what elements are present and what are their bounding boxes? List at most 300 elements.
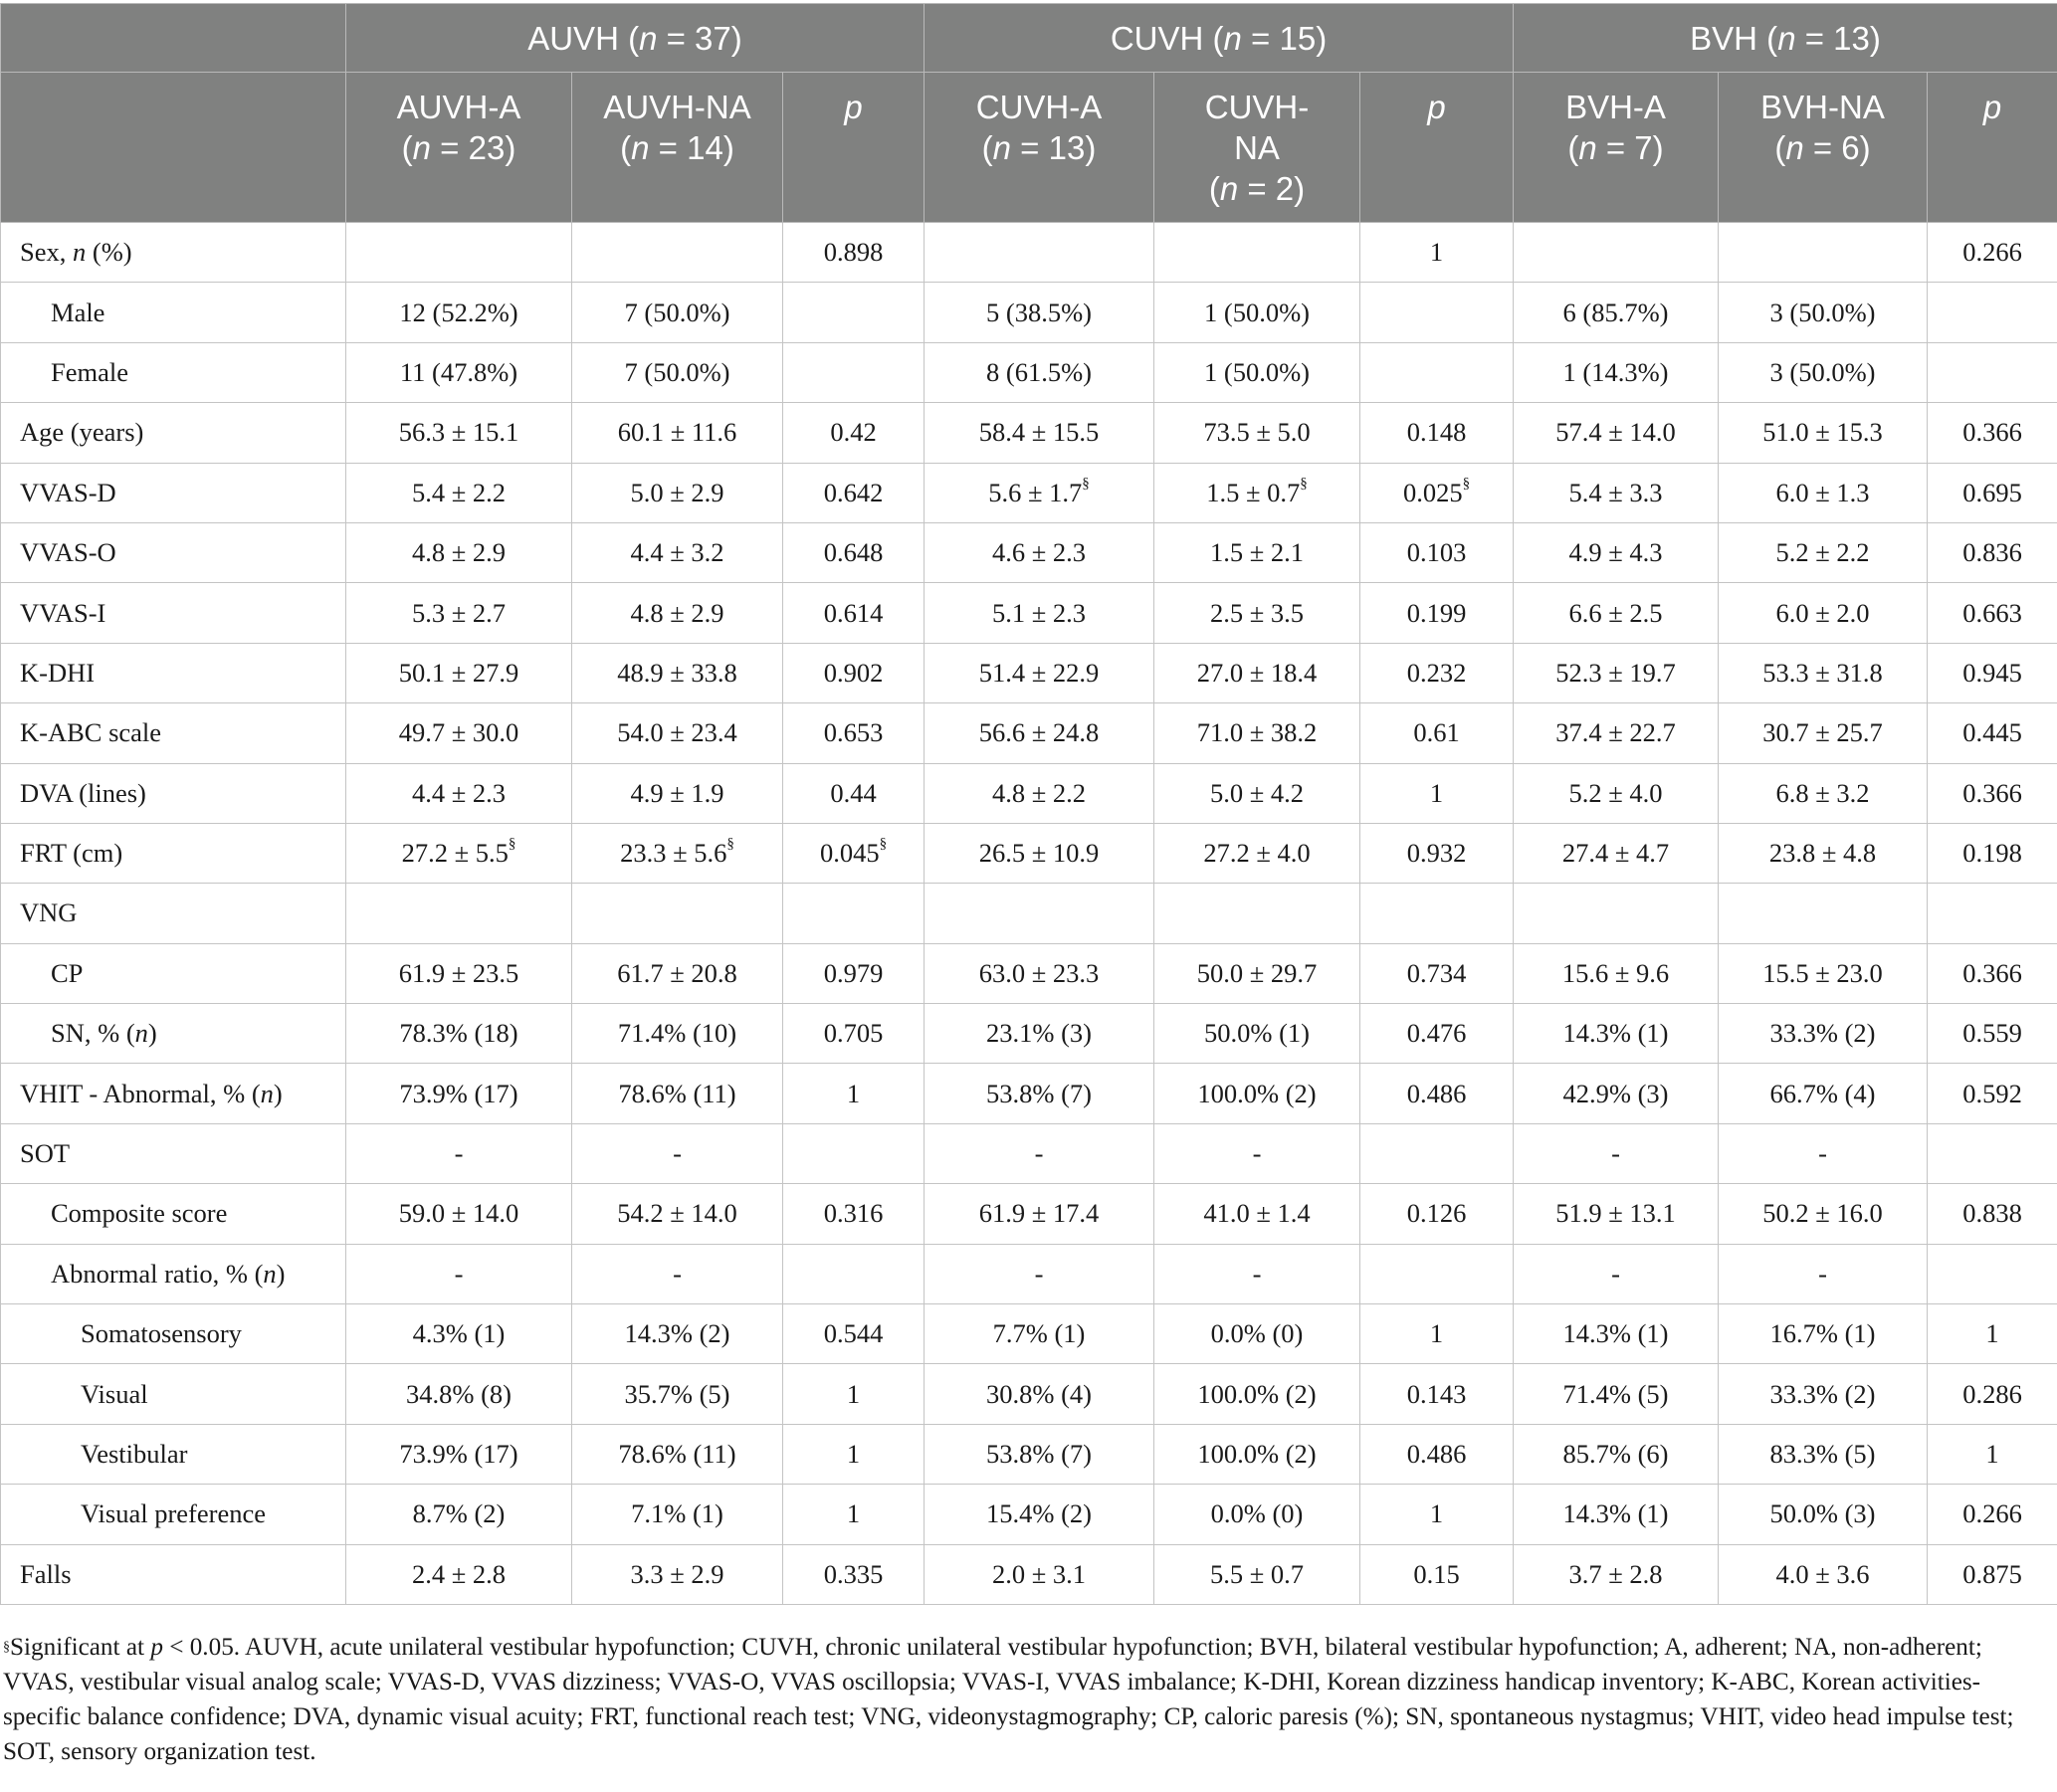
cell-value: 57.4 ± 14.0 bbox=[1555, 417, 1676, 448]
row-label-text: Somatosensory bbox=[81, 1318, 242, 1349]
table-cell bbox=[346, 1304, 572, 1364]
cell-value: 4.9 ± 4.3 bbox=[1568, 537, 1663, 568]
cell-value: 0.103 bbox=[1406, 537, 1467, 568]
table-row bbox=[1, 583, 2057, 643]
row-label bbox=[1, 884, 346, 943]
cell-value: 26.5 ± 10.9 bbox=[978, 838, 1100, 869]
cell-value: 51.0 ± 15.3 bbox=[1762, 417, 1883, 448]
row-label bbox=[1, 1304, 346, 1364]
table-cell bbox=[1514, 1364, 1719, 1424]
table-cell bbox=[346, 583, 572, 643]
cell-value: 50.0% (3) bbox=[1769, 1498, 1876, 1529]
table-cell bbox=[1514, 1544, 1719, 1604]
table-cell bbox=[1719, 884, 1928, 943]
row-label-text: FRT (cm) bbox=[20, 838, 123, 869]
cell-value: 5.4 ± 3.3 bbox=[1568, 477, 1663, 507]
table-cell bbox=[1514, 763, 1719, 823]
subgroup-header: AUVH-A (n = 23) bbox=[346, 73, 572, 223]
cell-value: 1 (50.0%) bbox=[1204, 297, 1310, 327]
table-cell bbox=[1719, 223, 1928, 283]
cell-value: - bbox=[454, 1258, 464, 1289]
table-cell bbox=[1719, 823, 1928, 883]
cell-value: 0.663 bbox=[1962, 597, 2022, 628]
row-label-tail: ) bbox=[276, 1258, 286, 1289]
table-cell bbox=[346, 1364, 572, 1424]
cell-value: 0.979 bbox=[823, 957, 884, 988]
cell-value: 66.7% (4) bbox=[1769, 1078, 1876, 1108]
table-cell bbox=[1928, 522, 2057, 582]
table-cell bbox=[1360, 463, 1514, 522]
cell-value: 50.0 ± 29.7 bbox=[1196, 957, 1318, 988]
table-cell bbox=[1514, 1004, 1719, 1064]
footnote-text-1: Significant at bbox=[10, 1634, 151, 1661]
table-cell bbox=[1514, 1184, 1719, 1244]
table-cell bbox=[572, 763, 783, 823]
significance-mark: § bbox=[1300, 475, 1308, 492]
table-cell bbox=[1360, 763, 1514, 823]
cell-value: - bbox=[1252, 1138, 1262, 1169]
cell-value: 78.3% (18) bbox=[399, 1018, 518, 1049]
cell-value: 6.0 ± 2.0 bbox=[1775, 597, 1870, 628]
cell-value: 63.0 ± 23.3 bbox=[978, 957, 1100, 988]
table-footnote bbox=[3, 1630, 2053, 1769]
n-symbol: n bbox=[1223, 19, 1242, 57]
table-cell bbox=[1928, 703, 2057, 763]
table-cell bbox=[572, 1123, 783, 1183]
cell-value: - bbox=[673, 1258, 682, 1289]
cell-value: 33.3% (2) bbox=[1769, 1018, 1876, 1049]
cell-value: 85.7% (6) bbox=[1562, 1439, 1669, 1469]
table-row bbox=[1, 703, 2057, 763]
table-cell bbox=[925, 1004, 1154, 1064]
row-label bbox=[1, 283, 346, 342]
table-cell bbox=[1514, 403, 1719, 463]
cell-value: 71.4% (5) bbox=[1562, 1378, 1669, 1409]
cell-value: 6.0 ± 1.3 bbox=[1775, 477, 1870, 507]
table-cell bbox=[783, 823, 925, 883]
table-cell bbox=[1514, 1123, 1719, 1183]
row-label bbox=[1, 1244, 346, 1303]
cell-value: - bbox=[1818, 1138, 1827, 1169]
table-cell bbox=[1719, 403, 1928, 463]
table-cell bbox=[346, 1123, 572, 1183]
subgroup-header: BVH-NA (n = 6) bbox=[1719, 73, 1928, 223]
table-cell bbox=[1514, 1244, 1719, 1303]
cell-value: 1 bbox=[1429, 1498, 1444, 1529]
table-cell bbox=[1154, 1184, 1360, 1244]
table-cell bbox=[1514, 522, 1719, 582]
row-label bbox=[1, 1004, 346, 1064]
cell-value: 42.9% (3) bbox=[1562, 1078, 1669, 1108]
row-label-text: SN, % ( bbox=[51, 1018, 135, 1049]
cell-value: 0.316 bbox=[823, 1198, 884, 1229]
cell-value: 1 bbox=[1429, 1318, 1444, 1349]
table-row bbox=[1, 763, 2057, 823]
table-cell bbox=[925, 703, 1154, 763]
table-cell bbox=[925, 342, 1154, 402]
table-row bbox=[1, 884, 2057, 943]
footnote-mark: § bbox=[3, 1640, 10, 1655]
cell-value: 61.7 ± 20.8 bbox=[617, 957, 737, 988]
row-label-text: VVAS-O bbox=[20, 537, 116, 568]
table-row bbox=[1, 522, 2057, 582]
table-cell bbox=[1719, 1304, 1928, 1364]
table-row bbox=[1, 403, 2057, 463]
table-cell bbox=[1719, 943, 1928, 1003]
table-cell bbox=[1719, 463, 1928, 522]
table-cell bbox=[1719, 1004, 1928, 1064]
table-cell bbox=[783, 1544, 925, 1604]
table-cell bbox=[925, 763, 1154, 823]
cell-value: 5.5 ± 0.7 bbox=[1209, 1558, 1305, 1589]
table-cell bbox=[572, 703, 783, 763]
cell-value: 3 (50.0%) bbox=[1769, 297, 1876, 327]
subgroup-header: CUVH-A (n = 13) bbox=[925, 73, 1154, 223]
n-symbol: n bbox=[631, 129, 650, 166]
row-label-text: VHIT - Abnormal, % ( bbox=[20, 1078, 261, 1108]
table-cell bbox=[925, 643, 1154, 702]
row-label bbox=[1, 463, 346, 522]
table-cell bbox=[572, 223, 783, 283]
table-cell bbox=[572, 522, 783, 582]
subgroup-name-cont: NA bbox=[1234, 129, 1280, 166]
cell-value: 2.4 ± 2.8 bbox=[411, 1558, 507, 1589]
cell-value: 33.3% (2) bbox=[1769, 1378, 1876, 1409]
cell-value: 0.366 bbox=[1962, 417, 2022, 448]
cell-value: 0.898 bbox=[823, 237, 884, 268]
cell-value: 0.126 bbox=[1406, 1198, 1467, 1229]
row-label bbox=[1, 703, 346, 763]
table-cell bbox=[1719, 283, 1928, 342]
table-row bbox=[1, 283, 2057, 342]
table-cell bbox=[1514, 1304, 1719, 1364]
cell-value: 49.7 ± 30.0 bbox=[398, 717, 519, 748]
table-cell bbox=[1154, 1244, 1360, 1303]
significance-mark: § bbox=[726, 836, 734, 853]
group-header-cuvh: CUVH (n = 15) bbox=[925, 4, 1514, 73]
cell-value: 53.8% (7) bbox=[986, 1439, 1092, 1469]
cell-value: 6.8 ± 3.2 bbox=[1775, 777, 1870, 808]
table-cell bbox=[346, 403, 572, 463]
cell-value: - bbox=[1034, 1138, 1044, 1169]
table-cell bbox=[1719, 583, 1928, 643]
row-label-tail: ) bbox=[147, 1018, 157, 1049]
cell-value: 5.1 ± 2.3 bbox=[991, 597, 1087, 628]
table-cell bbox=[783, 703, 925, 763]
cell-value: 7.7% (1) bbox=[992, 1318, 1086, 1349]
table-cell bbox=[572, 884, 783, 943]
cell-value: 0.42 bbox=[830, 417, 877, 448]
cell-value: 1 bbox=[846, 1439, 861, 1469]
table-cell bbox=[1928, 823, 2057, 883]
table-cell bbox=[783, 1004, 925, 1064]
footnote-p-symbol: p bbox=[150, 1634, 163, 1661]
table-cell bbox=[783, 1244, 925, 1303]
table-cell bbox=[1928, 1304, 2057, 1364]
table-cell bbox=[1360, 1304, 1514, 1364]
table-cell bbox=[1154, 703, 1360, 763]
table-cell bbox=[925, 283, 1154, 342]
cell-value: 15.6 ± 9.6 bbox=[1561, 957, 1670, 988]
table-cell bbox=[346, 1424, 572, 1484]
group-n: = 15 bbox=[1241, 19, 1317, 57]
row-label bbox=[1, 1184, 346, 1244]
table-cell bbox=[1154, 583, 1360, 643]
table-cell bbox=[1928, 763, 2057, 823]
table-cell bbox=[346, 823, 572, 883]
table-cell bbox=[1928, 463, 2057, 522]
table-cell bbox=[783, 943, 925, 1003]
table-cell bbox=[925, 884, 1154, 943]
table-cell bbox=[1514, 342, 1719, 402]
table-cell bbox=[783, 643, 925, 702]
cell-value: 71.0 ± 38.2 bbox=[1196, 717, 1318, 748]
cell-value: 56.3 ± 15.1 bbox=[398, 417, 519, 448]
row-label-text: Sex, bbox=[20, 237, 73, 268]
cell-value: 73.5 ± 5.0 bbox=[1203, 417, 1311, 448]
table-cell bbox=[572, 1004, 783, 1064]
cell-value: - bbox=[1611, 1258, 1620, 1289]
table-cell bbox=[1928, 1485, 2057, 1544]
table-cell bbox=[925, 1184, 1154, 1244]
table-row bbox=[1, 1424, 2057, 1484]
table-row bbox=[1, 1123, 2057, 1183]
table-cell bbox=[572, 283, 783, 342]
table-cell bbox=[925, 403, 1154, 463]
cell-value: - bbox=[1818, 1258, 1827, 1289]
cell-value: 23.8 ± 4.8 bbox=[1768, 838, 1877, 869]
cell-value: 4.4 ± 3.2 bbox=[630, 537, 724, 568]
row-label-text: Composite score bbox=[51, 1198, 228, 1229]
cell-value: 0.0% (0) bbox=[1210, 1498, 1304, 1529]
cell-value: 100.0% (2) bbox=[1197, 1378, 1317, 1409]
group-name: CUVH bbox=[1110, 19, 1204, 57]
table-cell bbox=[1719, 703, 1928, 763]
table-cell bbox=[346, 884, 572, 943]
cell-value: 4.8 ± 2.9 bbox=[630, 597, 724, 628]
table-cell bbox=[572, 1304, 783, 1364]
table-cell bbox=[1514, 703, 1719, 763]
row-label-text: SOT bbox=[20, 1138, 71, 1169]
cell-value: 6.6 ± 2.5 bbox=[1568, 597, 1663, 628]
table-cell bbox=[1928, 943, 2057, 1003]
table-cell bbox=[783, 1064, 925, 1123]
subgroup-name: BVH-A bbox=[1565, 89, 1666, 125]
table-cell bbox=[346, 1485, 572, 1544]
row-label bbox=[1, 583, 346, 643]
cell-value: 23.1% (3) bbox=[986, 1018, 1092, 1049]
table-cell bbox=[925, 1364, 1154, 1424]
subgroup-n: = 6 bbox=[1803, 129, 1860, 166]
table-cell bbox=[572, 583, 783, 643]
cell-value: 0.486 bbox=[1406, 1078, 1467, 1108]
cell-value: 5.4 ± 2.2 bbox=[411, 477, 507, 507]
cell-value: 83.3% (5) bbox=[1769, 1439, 1876, 1469]
cell-value: 34.8% (8) bbox=[406, 1378, 512, 1409]
cell-value: 0.0% (0) bbox=[1210, 1318, 1304, 1349]
table-cell bbox=[572, 1424, 783, 1484]
cell-value: 1 bbox=[846, 1378, 861, 1409]
table-cell bbox=[1154, 283, 1360, 342]
cell-value: 23.3 ± 5.6 bbox=[620, 838, 727, 869]
cell-value: 30.7 ± 25.7 bbox=[1762, 717, 1883, 748]
cell-value: 48.9 ± 33.8 bbox=[617, 657, 737, 688]
table-cell bbox=[925, 1544, 1154, 1604]
cell-value: 0.695 bbox=[1962, 477, 2022, 507]
table-cell bbox=[572, 403, 783, 463]
cell-value: 71.4% (10) bbox=[617, 1018, 737, 1049]
row-label-text: DVA (lines) bbox=[20, 777, 146, 808]
cell-value: 4.6 ± 2.3 bbox=[991, 537, 1087, 568]
cell-value: 58.4 ± 15.5 bbox=[978, 417, 1100, 448]
table-row bbox=[1, 342, 2057, 402]
cell-value: 0.875 bbox=[1962, 1558, 2022, 1589]
table-cell bbox=[783, 1364, 925, 1424]
cell-value: 1 bbox=[1429, 777, 1444, 808]
n-symbol: n bbox=[1785, 129, 1804, 166]
table-cell bbox=[1514, 1064, 1719, 1123]
n-symbol: n bbox=[639, 19, 658, 57]
table-row bbox=[1, 1184, 2057, 1244]
n-symbol: n bbox=[260, 1078, 274, 1108]
subgroup-header: CUVH- NA (n = 2) bbox=[1154, 73, 1360, 223]
table-row bbox=[1, 943, 2057, 1003]
cell-value: 14.3% (1) bbox=[1562, 1498, 1669, 1529]
row-label bbox=[1, 342, 346, 402]
table-cell bbox=[1928, 884, 2057, 943]
cell-value: 4.0 ± 3.6 bbox=[1775, 1558, 1870, 1589]
cell-value: 5.3 ± 2.7 bbox=[411, 597, 507, 628]
table-cell bbox=[1154, 463, 1360, 522]
table-body bbox=[1, 223, 2057, 1605]
table-cell bbox=[572, 1544, 783, 1604]
table-row bbox=[1, 1485, 2057, 1544]
table-cell bbox=[925, 583, 1154, 643]
cell-value: 1 bbox=[1985, 1318, 1999, 1349]
n-symbol: n bbox=[73, 237, 87, 268]
cell-value: 53.3 ± 31.8 bbox=[1762, 657, 1883, 688]
row-label-text: VVAS-I bbox=[20, 597, 106, 628]
cell-value: - bbox=[1252, 1258, 1262, 1289]
table-cell bbox=[1928, 1004, 2057, 1064]
cell-value: 7 (50.0%) bbox=[624, 356, 730, 387]
cell-value: 7.1% (1) bbox=[631, 1498, 723, 1529]
cell-value: 35.7% (5) bbox=[624, 1378, 730, 1409]
cell-value: 0.61 bbox=[1413, 717, 1460, 748]
subgroup-name: CUVH-A bbox=[975, 89, 1103, 125]
table-cell bbox=[1154, 1304, 1360, 1364]
table-cell bbox=[1154, 1123, 1360, 1183]
table-cell bbox=[1360, 1244, 1514, 1303]
cell-value: 0.476 bbox=[1406, 1018, 1467, 1049]
n-symbol: n bbox=[992, 129, 1012, 166]
table-cell bbox=[1719, 1123, 1928, 1183]
cell-value: 0.445 bbox=[1962, 717, 2022, 748]
table-cell bbox=[346, 1544, 572, 1604]
cell-value: 100.0% (2) bbox=[1197, 1078, 1317, 1108]
table-cell bbox=[572, 1244, 783, 1303]
table-cell bbox=[783, 1304, 925, 1364]
cell-value: 27.4 ± 4.7 bbox=[1561, 838, 1670, 869]
cell-value: 61.9 ± 17.4 bbox=[978, 1198, 1100, 1229]
table-cell bbox=[925, 1424, 1154, 1484]
table-cell bbox=[1928, 223, 2057, 283]
n-symbol: n bbox=[1777, 19, 1796, 57]
table-row bbox=[1, 1544, 2057, 1604]
row-label bbox=[1, 223, 346, 283]
cell-value: 1.5 ± 0.7 bbox=[1206, 477, 1301, 507]
table-cell bbox=[783, 1485, 925, 1544]
cell-value: 73.9% (17) bbox=[399, 1439, 518, 1469]
table-cell bbox=[1514, 223, 1719, 283]
cell-value: 53.8% (7) bbox=[986, 1078, 1092, 1108]
cell-value: 4.3% (1) bbox=[412, 1318, 506, 1349]
row-label-text: Visual preference bbox=[81, 1498, 267, 1529]
table-cell bbox=[925, 943, 1154, 1003]
significance-mark: § bbox=[879, 836, 888, 853]
table-cell bbox=[783, 223, 925, 283]
table-cell bbox=[1928, 1184, 2057, 1244]
row-label bbox=[1, 403, 346, 463]
cell-value: - bbox=[673, 1138, 682, 1169]
cell-value: 0.486 bbox=[1406, 1439, 1467, 1469]
cell-value: 0.614 bbox=[823, 597, 884, 628]
table-cell bbox=[1360, 943, 1514, 1003]
table-cell bbox=[346, 223, 572, 283]
table-cell bbox=[346, 1004, 572, 1064]
row-label bbox=[1, 1123, 346, 1183]
table-cell bbox=[925, 223, 1154, 283]
cell-value: 5.2 ± 2.2 bbox=[1775, 537, 1870, 568]
cell-value: 6 (85.7%) bbox=[1562, 297, 1669, 327]
table-cell bbox=[1928, 283, 2057, 342]
group-header-auvh: AUVH (n = 37) bbox=[346, 4, 925, 73]
table-row bbox=[1, 1244, 2057, 1303]
table-cell bbox=[783, 283, 925, 342]
group-n: = 37 bbox=[657, 19, 731, 57]
cell-value: 73.9% (17) bbox=[399, 1078, 518, 1108]
cell-value: 1 (50.0%) bbox=[1204, 356, 1310, 387]
p-value-header bbox=[783, 73, 925, 223]
table-row bbox=[1, 1304, 2057, 1364]
table-cell bbox=[1514, 283, 1719, 342]
cell-value: 0.232 bbox=[1406, 657, 1467, 688]
table-cell bbox=[572, 463, 783, 522]
cell-value: 37.4 ± 22.7 bbox=[1555, 717, 1676, 748]
table-cell bbox=[783, 403, 925, 463]
table-cell bbox=[1719, 522, 1928, 582]
cell-value: 0.648 bbox=[823, 537, 884, 568]
cell-value: 1 bbox=[1429, 237, 1444, 268]
n-symbol: n bbox=[263, 1258, 277, 1289]
table-cell bbox=[346, 1244, 572, 1303]
cell-value: 50.0% (1) bbox=[1204, 1018, 1310, 1049]
cell-value: 0.653 bbox=[823, 717, 884, 748]
cell-value: 0.045 bbox=[819, 838, 880, 869]
table-cell bbox=[925, 1485, 1154, 1544]
table-cell bbox=[1360, 1364, 1514, 1424]
cell-value: 5.0 ± 4.2 bbox=[1209, 777, 1305, 808]
cell-value: 0.025 bbox=[1402, 477, 1463, 507]
cell-value: 78.6% (11) bbox=[618, 1078, 736, 1108]
group-n: = 13 bbox=[1795, 19, 1870, 57]
table-cell bbox=[1719, 1064, 1928, 1123]
subgroup-name: CUVH- bbox=[1204, 89, 1310, 125]
table-cell bbox=[346, 522, 572, 582]
cell-value: 5 (38.5%) bbox=[986, 297, 1092, 327]
row-label-text: K-DHI bbox=[20, 657, 96, 688]
cell-value: 11 (47.8%) bbox=[399, 356, 518, 387]
